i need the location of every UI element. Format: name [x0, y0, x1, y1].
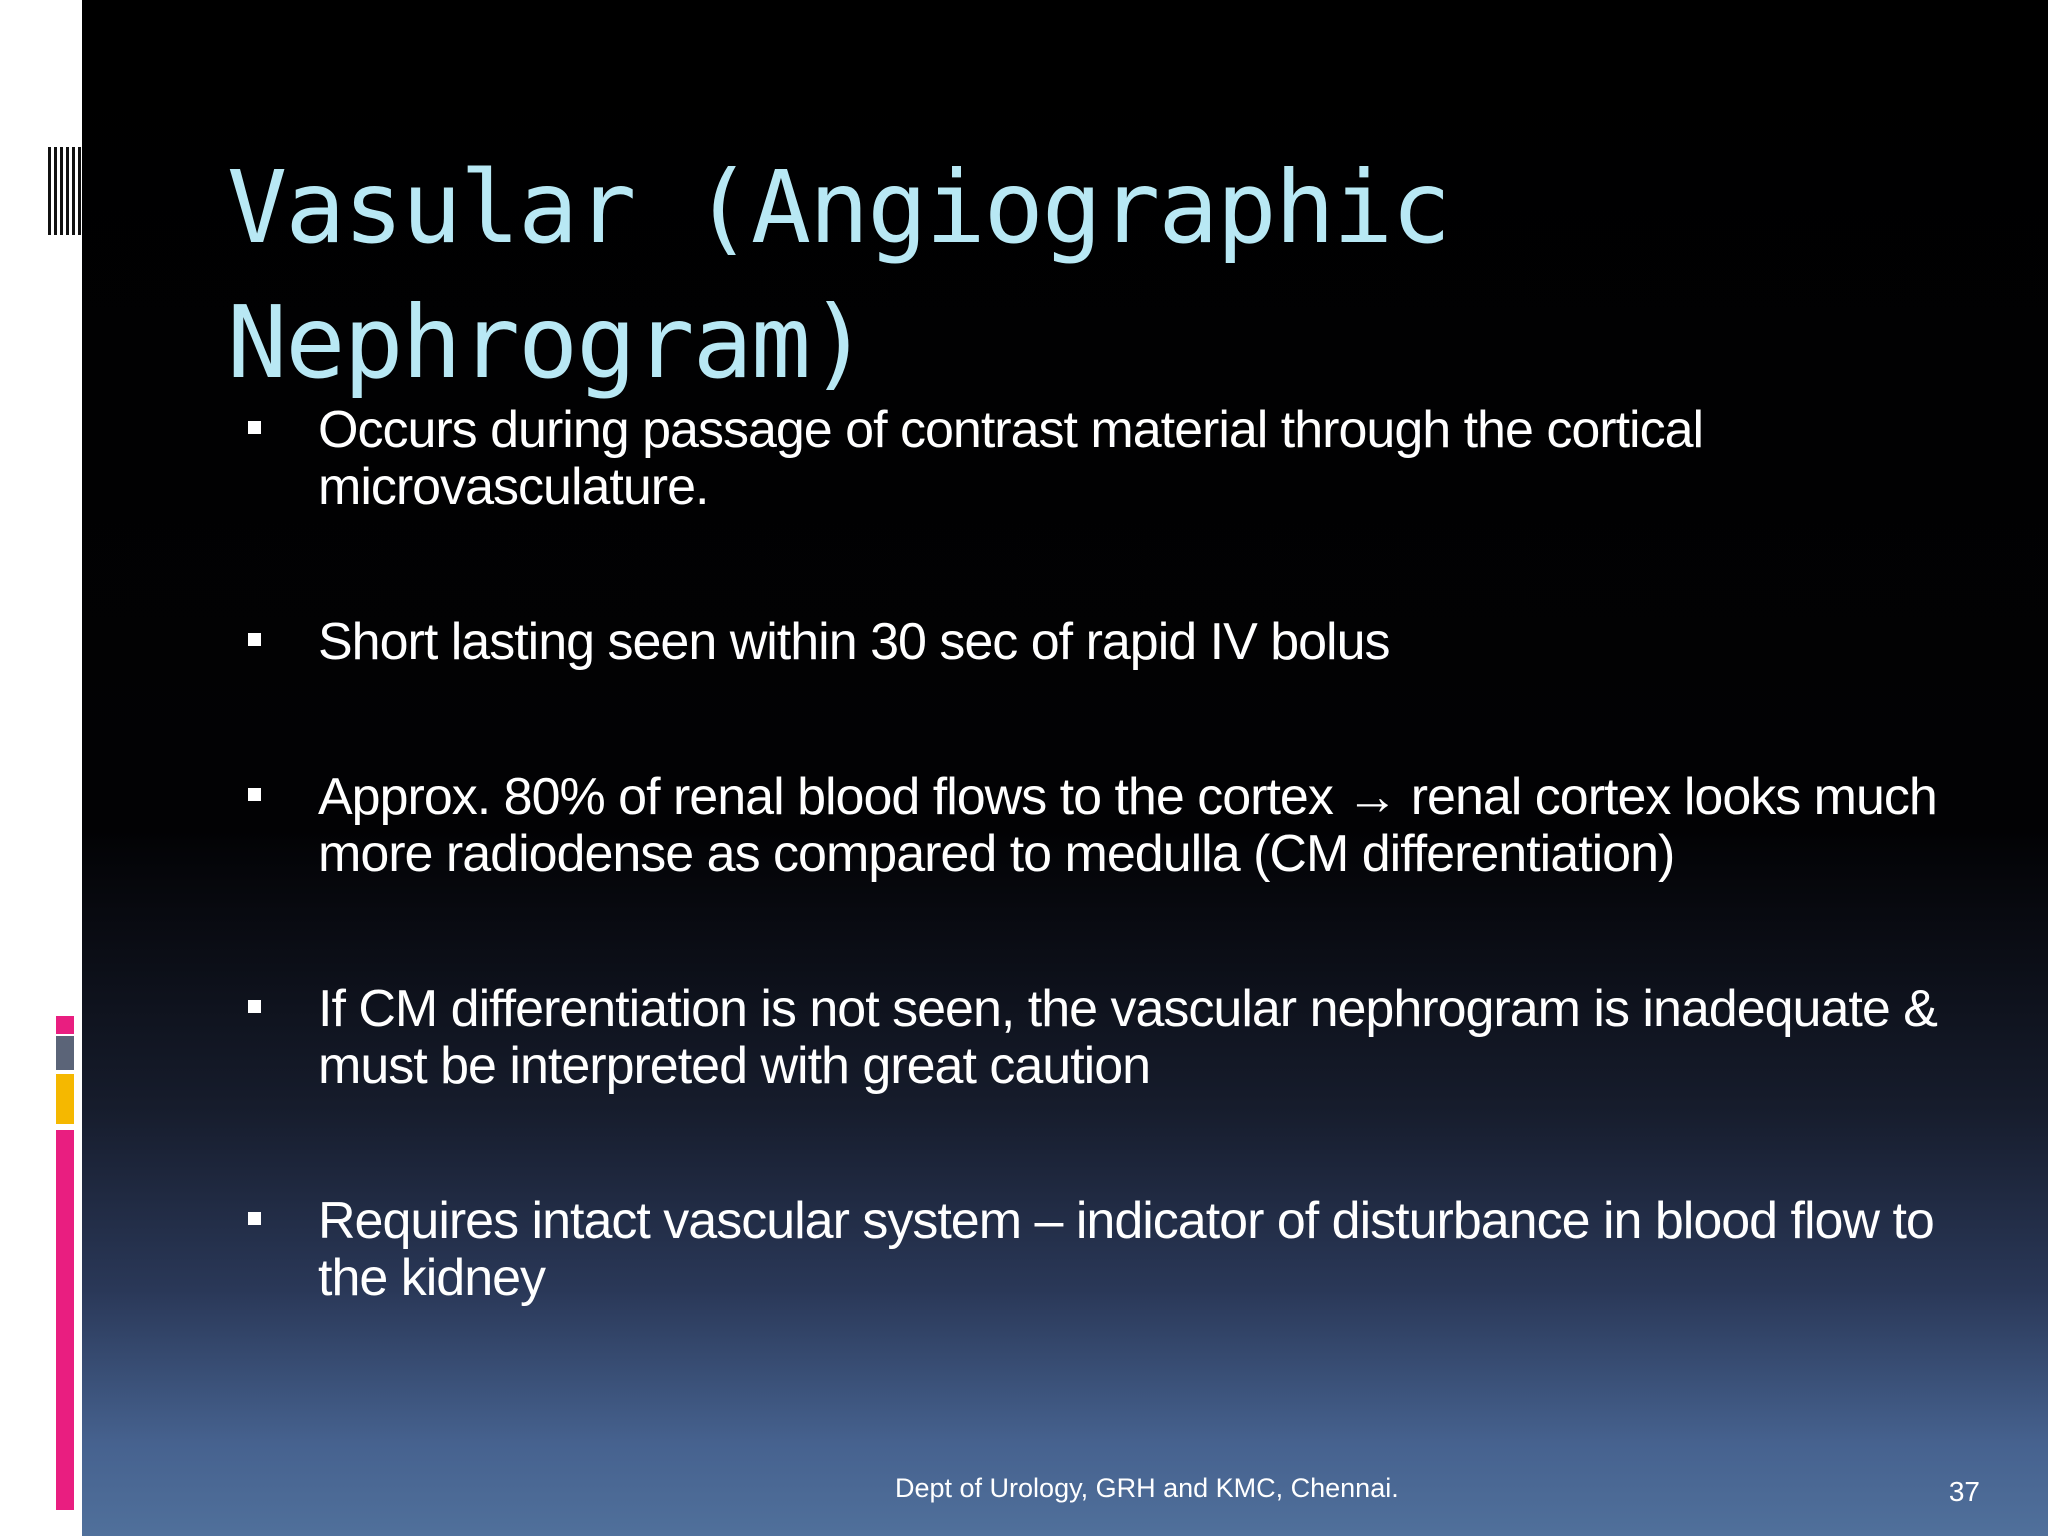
bullet-text: Requires intact vascular system – indicator of disturbance in blood flow to the kidney: [318, 1192, 1934, 1307]
bullet-item: [227, 769, 1987, 883]
bullet-item: [227, 614, 1987, 671]
bullet-text: Short lasting seen within 30 sec of rapid IV bolus: [318, 613, 1390, 671]
accent-bar-gray: [56, 1036, 74, 1070]
square-bullet-icon: [248, 1212, 261, 1225]
accent-bar-pink: [56, 1130, 74, 1510]
slide-title: Vasular (Angiographic Nephrogram): [227, 149, 1450, 401]
bullet-text: Approx. 80% of renal blood flows to the cortex → renal cortex looks much more radiodense as compared to medulla (CM differentiation): [318, 768, 1937, 883]
slide-footer: Dept of Urology, GRH and KMC, Chennai.: [895, 1473, 1399, 1503]
accent-bar-pink-top: [56, 1016, 74, 1034]
bullet-item: [227, 981, 1987, 1095]
bullet-item: [227, 1193, 1987, 1307]
bullet-text: Occurs during passage of contrast material through the cortical microvasculature.: [318, 401, 1704, 516]
bullet-item: [227, 402, 1987, 516]
accent-bar-orange: [56, 1074, 74, 1124]
square-bullet-icon: [248, 633, 261, 646]
square-bullet-icon: [248, 421, 261, 434]
page-number: 37: [1948, 1476, 1980, 1507]
slide-content-area: [82, 0, 2048, 1536]
left-decor-strip: [0, 0, 82, 1536]
bullet-text: If CM differentiation is not seen, the vascular nephrogram is inadequate & must be interpreted with great caution: [318, 980, 1937, 1095]
decorative-stripes: [48, 147, 82, 235]
bullet-list: [227, 402, 1987, 1307]
square-bullet-icon: [248, 1000, 261, 1013]
square-bullet-icon: [248, 788, 261, 801]
